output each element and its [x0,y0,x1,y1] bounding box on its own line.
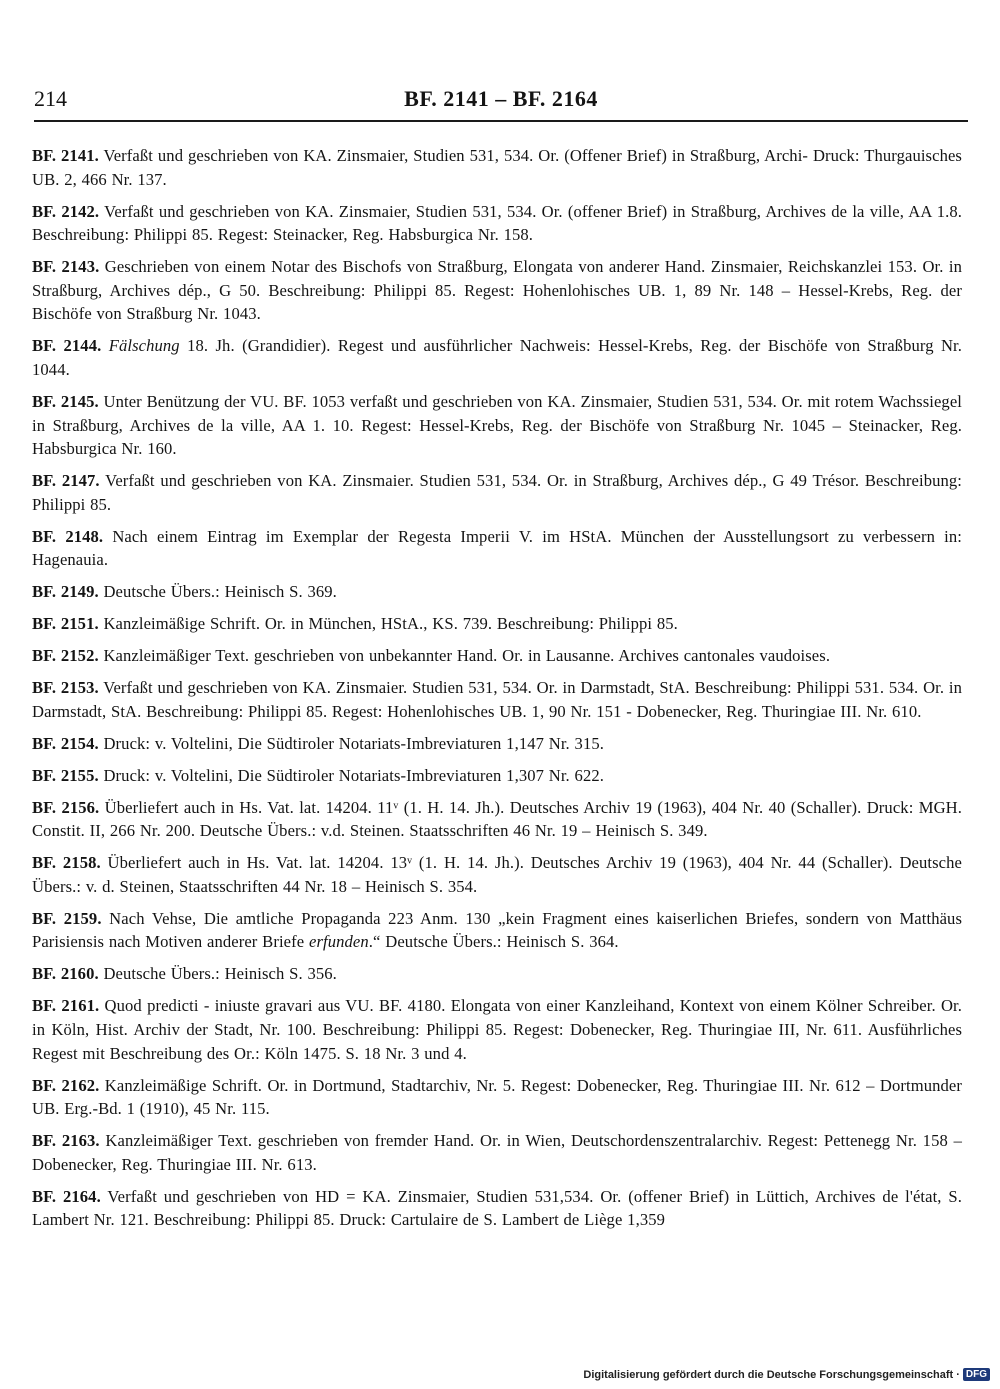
entry-text: Quod predicti - iniuste gravari aus VU. BF. 4180. Elongata von einer Kanzleihand, Kontext von einem Kölner Schreiber. Or. in Köln, Hist. Archiv der Stadt, Nr. 100. Beschreibung: Philippi 85. Regest: Dobenecker, Reg. Thuringiae III, Nr. 611. Ausführliches Regest mit Beschreibung des Or.: Köln 1475. S. 18 Nr. 3 und 4. [32,996,963,1063]
entry-reference: BF. 2149. [32,582,99,602]
entry-reference: BF. 2142. [32,201,100,221]
regest-entry [32,994,962,1065]
regest-entry [32,962,962,986]
entry-reference: BF. 2156. [32,797,100,817]
entry-reference: BF. 2143. [32,257,100,277]
entry-text: Deutsche Übers.: Heinisch S. 369. [98,582,337,602]
regest-entry [32,255,962,326]
entry-reference: BF. 2147. [32,471,100,491]
page-number: 214 [34,86,67,111]
entry-reference: BF. 2148. [32,526,104,546]
entry-emphasis: Fälschung [108,336,180,356]
entry-reference: BF. 2144. [32,336,102,356]
regest-entry [32,1185,962,1232]
entry-reference: BF. 2151. [32,614,99,634]
page-header [34,82,968,116]
regest-entry [32,796,962,843]
regest-entry [32,764,962,788]
entry-reference: BF. 2153. [32,678,99,698]
entry-reference: BF. 2158. [32,853,101,873]
entry-reference: BF. 2162. [32,1075,100,1095]
entry-reference: BF. 2159. [32,908,102,928]
entry-reference: BF. 2163. [32,1131,100,1151]
entry-text: Druck: v. Voltelini, Die Südtiroler Notariats-Imbreviaturen 1,147 Nr. 315. [98,733,604,753]
entry-reference: BF. 2152. [32,646,99,666]
regest-entry [32,144,962,191]
footer-credit [583,1368,990,1381]
entry-list [32,144,962,1240]
entry-reference: BF. 2160. [32,964,99,984]
entry-text: Überliefert auch in Hs. Vat. lat. 14204. 11ᵛ (1. H. 14. Jh.). Deutsches Archiv 19 (1963), 404 Nr. 40 (Schaller). Druck: MGH. Constit. II, 266 Nr. 200. Deutsche Übers.: v.d. Steinen. Staatsschriften 46 Nr. 19 – Heinisch S. 349. [32,797,962,841]
entry-reference: BF. 2154. [32,733,99,753]
entry-text: Überliefert auch in Hs. Vat. lat. 14204. 13ᵛ (1. H. 14. Jh.). Deutsches Archiv 19 (1963), 404 Nr. 44 (Schaller). Deutsche Übers.: v. d. Steinen, Staatsschriften 44 Nr. 18 – Heinisch S. 354. [32,853,962,896]
entry-text: Nach Vehse, Die amtliche Propaganda 223 Anm. 130 „kein Fragment eines kaiserlichen Briefes, sondern von Matthäus Parisiensis nach Motiven anderer Briefe [32,908,963,952]
entry-text: Deutsche Übers.: Heinisch S. 356. [98,964,337,984]
entry-text: Geschrieben von einem Notar des Bischofs von Straßburg, Elongata von anderer Hand. Zinsmaier, Reichskanzlei 153. Or. in Straßburg, Archives dép., G 50. Beschreibung: Philippi 85. Regest: Hohenlohisches UB. 1, 89 Nr. 148 – Hessel-Krebs, Reg. der Bischöfe von Straßburg Nr. 1043. [32,257,962,324]
regest-entry [32,525,962,572]
entry-text: Kanzleimäßige Schrift. Or. in München, HStA., KS. 739. Beschreibung: Philippi 85. [98,614,678,634]
entry-text: 18. Jh. (Grandidier). Regest und ausführlicher Nachweis: Hessel-Krebs, Reg. der Bischöfe von Straßburg Nr. 1044. [32,336,963,379]
entry-text: Verfaßt und geschrieben von KA. Zinsmaier. Studien 531, 534. Or. in Darmstadt, StA. Beschreibung: Philippi 531. 534. Or. in Darmstadt, StA. Beschreibung: Philippi 85. Regest: Hohenlohisches UB. 1, 90 Nr. 151 - Dobenecker, Reg. Thuringiae III. Nr. 610. [32,678,962,721]
entry-text [101,336,108,355]
regest-entry [32,390,962,461]
regest-entry [32,612,962,636]
footer-text: Digitalisierung gefördert durch die Deutsche Forschungsgemeinschaft · [583,1368,960,1381]
regest-entry [32,200,962,247]
entry-text: Verfaßt und geschrieben von KA. Zinsmaier. Studien 531, 534. Or. in Straßburg, Archives dép., G 49 Trésor. Beschreibung: Philippi 85. [32,471,963,514]
entry-text: Verfaßt und geschrieben von HD = KA. Zinsmaier, Studien 531,534. Or. (offener Brief) in Lüttich, Archives de l'état, S. Lambert Nr. 121. Beschreibung: Philippi 85. Druck: Cartulaire de S. Lambert de Liège 1,359 [32,1186,962,1230]
entry-reference: BF. 2145. [32,391,99,411]
regest-entry [32,334,962,381]
entry-reference: BF. 2155. [32,765,99,785]
entry-text: Verfaßt und geschrieben von KA. Zinsmaier, Studien 531, 534. Or. (Offener Brief) in Straßburg, Archi- Druck: Thurgauisches UB. 2, 466 Nr. 137. [32,146,962,189]
dfg-logo: DFG [963,1368,990,1381]
regest-entry [32,469,962,516]
entry-text: .“ Deutsche Übers.: Heinisch S. 364. [368,932,619,952]
regest-entry [32,732,962,756]
entry-text: Kanzleimäßiger Text. geschrieben von fremder Hand. Or. in Wien, Deutschordenszentralarchiv. Regest: Pettenegg Nr. 158 – Dobenecker, Reg. Thuringiae III. Nr. 613. [32,1131,962,1174]
regest-entry [32,580,962,604]
entry-text: Nach einem Eintrag im Exemplar der Regesta Imperii V. im HStA. München der Ausstellungsort zu verbessern in: Hagenauia. [32,526,962,570]
entry-reference: BF. 2164. [32,1186,101,1206]
entry-reference: BF. 2161. [32,996,100,1016]
regest-entry [32,907,962,954]
entry-emphasis: erfunden [308,932,369,952]
entry-reference: BF. 2141. [32,146,99,165]
entry-text: Druck: v. Voltelini, Die Südtiroler Notariats-Imbreviaturen 1,307 Nr. 622. [98,765,604,785]
entry-text: Unter Benützung der VU. BF. 1053 verfaßt und geschrieben von KA. Zinsmaier, Studien 531, 534. Or. mit rotem Wachssiegel in Straßburg, Archives de la ville, AA 1. 10. Regest: Hessel-Krebs, Reg. der Bischöfe von Straßburg Nr. 1045 – Steinacker, Reg. Habsburgica Nr. 160. [32,391,963,459]
regest-entry [32,676,962,723]
entry-text: Verfaßt und geschrieben von KA. Zinsmaier, Studien 531, 534. Or. (offener Brief) in Straßburg, Archives de la ville, AA 1.8. Beschreibung: Philippi 85. Regest: Steinacker, Reg. Habsburgica Nr. 158. [32,201,962,245]
regest-entry [32,1129,962,1176]
header-rule [34,120,968,122]
regest-entry [32,1074,962,1121]
entry-text: Kanzleimäßiger Text. geschrieben von unbekannter Hand. Or. in Lausanne. Archives cantonales vaudoises. [98,646,831,666]
entry-text: Kanzleimäßige Schrift. Or. in Dortmund, Stadtarchiv, Nr. 5. Regest: Dobenecker, Reg. Thuringiae III. Nr. 612 – Dortmunder UB. Erg.-Bd. 1 (1910), 45 Nr. 115. [32,1075,962,1119]
running-head: BF. 2141 – BF. 2164 [404,86,598,111]
regest-entry [32,644,962,668]
regest-entry [32,851,962,898]
